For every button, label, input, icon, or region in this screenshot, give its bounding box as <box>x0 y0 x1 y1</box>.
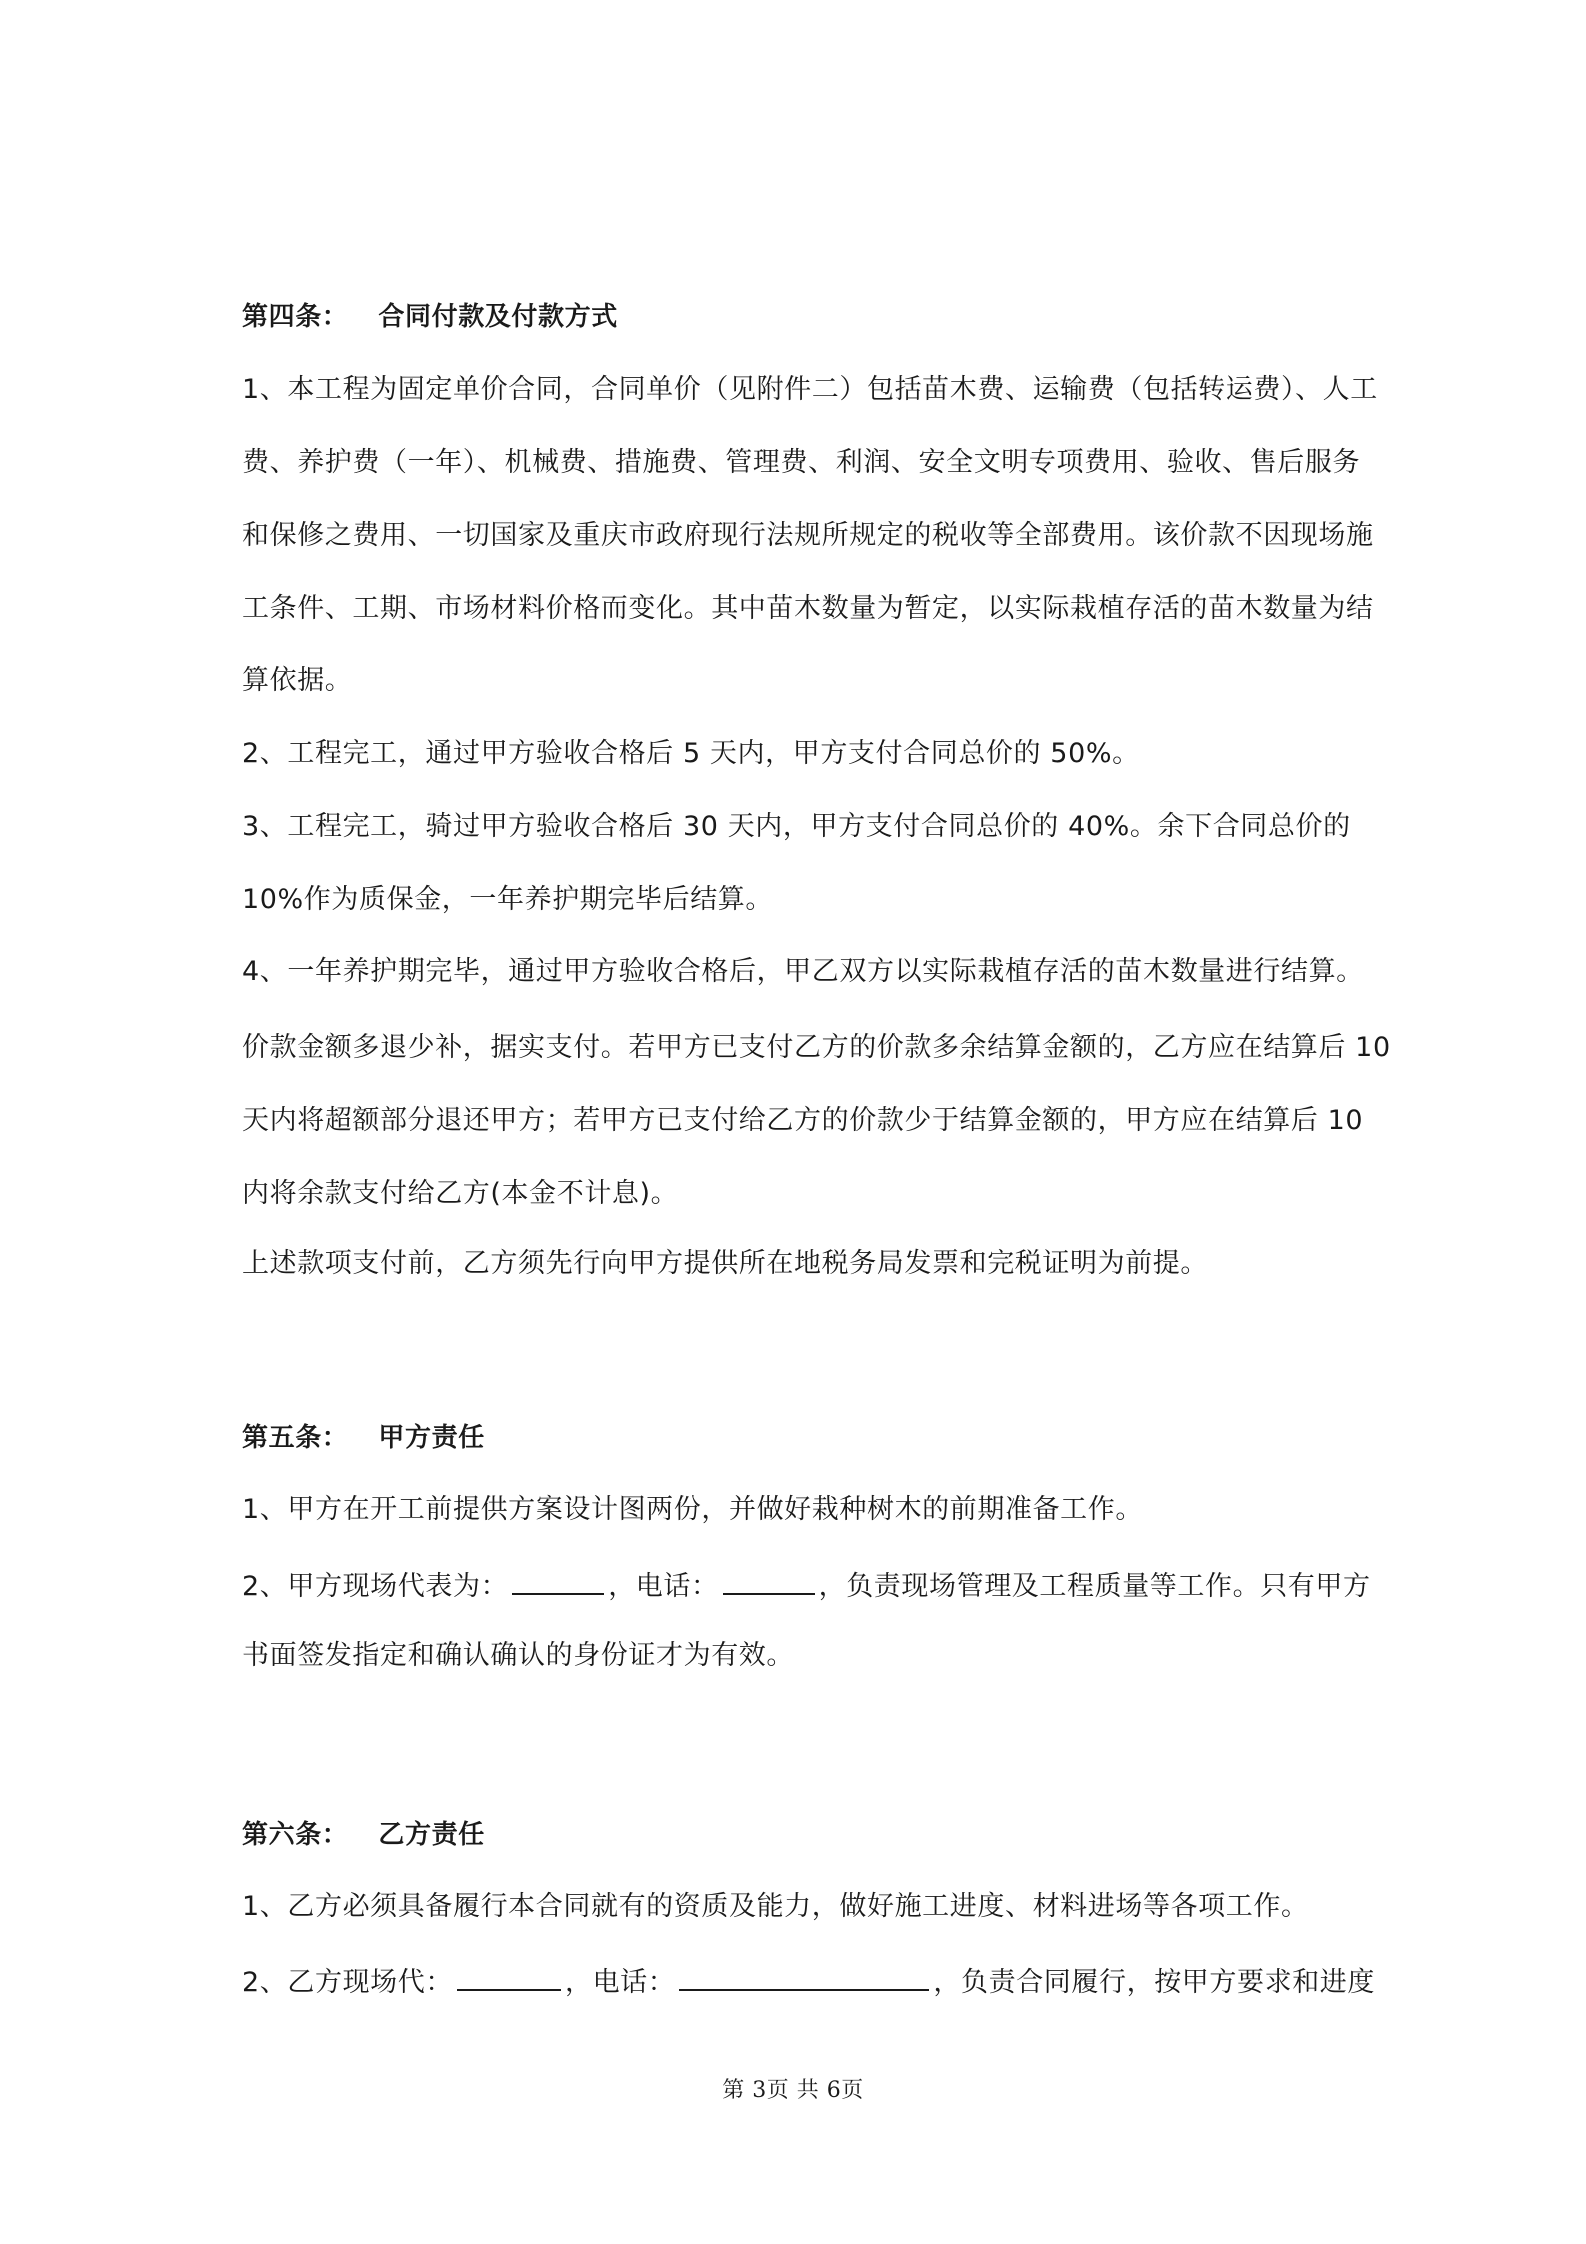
article-4-line: 和保修之费用、一切国家及重庆市政府现行法规所规定的税收等全部费用。该价款不因现场施 <box>242 520 1374 551</box>
article-5-number: 第五条： <box>242 1423 349 1453</box>
article-4-line: 2、工程完工，通过甲方验收合格后 5 天内，甲方支付合同总价的 50%。 <box>242 738 1140 769</box>
article-6-line-2 <box>242 1961 1375 2001</box>
article-6-heading <box>242 1817 485 1853</box>
article-4-line: 上述款项支付前，乙方须先行向甲方提供所在地税务局发票和完税证明为前提。 <box>242 1248 1208 1279</box>
article-6-title: 乙方责任 <box>378 1820 485 1850</box>
article-4-number: 第四条： <box>242 302 349 332</box>
article-5-line-1: 1、甲方在开工前提供方案设计图两份，并做好栽种树木的前期准备工作。 <box>242 1494 1143 1525</box>
article-4-title: 合同付款及付款方式 <box>378 302 618 332</box>
party-b-rep-blank[interactable] <box>457 1961 561 1991</box>
article-4-line: 10%作为质保金，一年养护期完毕后结算。 <box>242 884 774 915</box>
article-5-line-3: 书面签发指定和确认确认的身份证才为有效。 <box>242 1640 794 1671</box>
party-b-duty-text: ，负责合同履行，按甲方要求和进度 <box>933 1967 1375 1998</box>
article-5-heading <box>242 1420 485 1456</box>
article-4-line: 4、一年养护期完毕，通过甲方验收合格后，甲乙双方以实际栽植存活的苗木数量进行结算。 <box>242 956 1364 987</box>
party-a-duty-text: ，负责现场管理及工程质量等工作。只有甲方 <box>818 1571 1371 1602</box>
party-a-phone-blank[interactable] <box>723 1565 815 1595</box>
party-b-phone-label: ，电话： <box>564 1967 676 1998</box>
article-4-line: 1、本工程为固定单价合同，合同单价（见附件二）包括苗木费、运输费（包括转运费）、人工 <box>242 374 1378 405</box>
article-4-line: 费、养护费（一年）、机械费、措施费、管理费、利润、安全文明专项费用、验收、售后服务 <box>242 447 1361 478</box>
article-5-title: 甲方责任 <box>378 1423 485 1453</box>
article-6-number: 第六条： <box>242 1820 349 1850</box>
article-4-heading <box>242 299 618 335</box>
party-a-rep-blank[interactable] <box>512 1565 604 1595</box>
party-a-rep-label: 2、甲方现场代表为： <box>242 1571 509 1602</box>
article-6-line-1: 1、乙方必须具备履行本合同就有的资质及能力，做好施工进度、材料进场等各项工作。 <box>242 1891 1309 1922</box>
party-b-rep-label: 2、乙方现场代： <box>242 1967 453 1998</box>
article-5-line-2 <box>242 1565 1371 1605</box>
article-4-line: 内将余款支付给乙方(本金不计息)。 <box>242 1178 679 1209</box>
article-4-line: 3、工程完工，骑过甲方验收合格后 30 天内，甲方支付合同总价的 40%。余下合同总价的 <box>242 811 1351 842</box>
article-4-line: 工条件、工期、市场材料价格而变化。其中苗木数量为暂定，以实际栽植存活的苗木数量为结 <box>242 593 1374 624</box>
article-4-line: 天内将超额部分退还甲方；若甲方已支付给乙方的价款少于结算金额的，甲方应在结算后 10 <box>242 1105 1364 1136</box>
article-4-line: 算依据。 <box>242 665 353 696</box>
party-b-phone-blank[interactable] <box>679 1961 929 1991</box>
party-a-phone-label: ，电话： <box>608 1571 719 1602</box>
page-footer: 第 3页 共 6页 <box>722 2078 864 2103</box>
article-4-line: 价款金额多退少补，据实支付。若甲方已支付乙方的价款多余结算金额的，乙方应在结算后 10 <box>242 1032 1391 1063</box>
